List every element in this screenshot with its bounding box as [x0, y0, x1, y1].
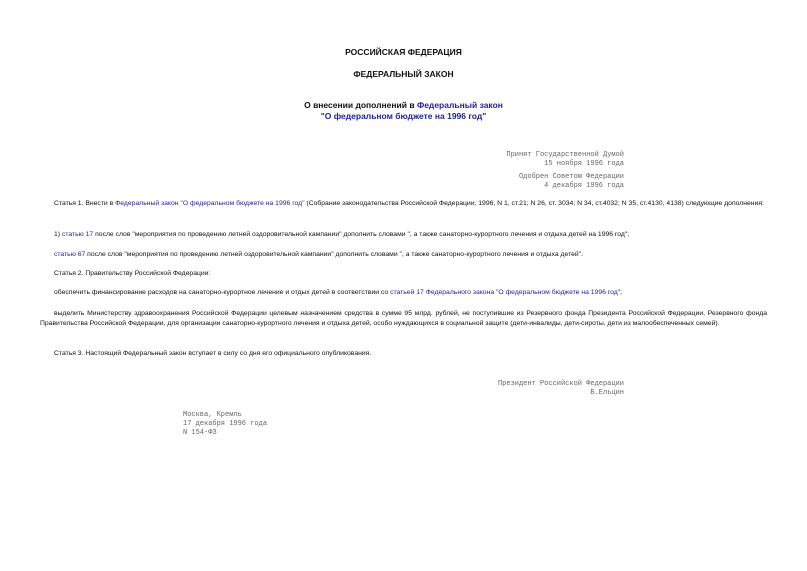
law-title-prefix: О внесении дополнений в [304, 100, 417, 110]
article-2-para1-suffix: ; [620, 289, 622, 296]
council-approval-line1: Одобрен Советом Федерации [518, 173, 624, 181]
law-title-line1 [0, 100, 807, 110]
duma-adoption-line2: 15 ноября 1996 года [544, 160, 624, 168]
article-17-link[interactable]: статью 17 [61, 231, 94, 238]
article-17-budget-link[interactable]: статьей 17 Федерального закона "О федеральном бюджете на 1996 год" [390, 289, 621, 296]
article-2-paragraph-1 [54, 288, 767, 298]
article-2-paragraph-2: выделить Министерству здравоохранения Российской Федерации целевым назначением средства в сумме 95 млрд. рублей, не поступившие из Резервного фонда Президента Российской Федерации, Резервного фонда Правительства Российской Федерации, для организации санаторно-курортного лечения и отдыха детей, особо нуждающихся в социальной защите (дети-инвалиды, дети-сироты, дети из малообеспеченных семей). [40, 310, 767, 327]
article-2-para1-prefix: обеспечить финансирование расходов на санаторно-курортное лечение и отдых детей в соответствии со [54, 289, 391, 296]
article-1-item-1 [54, 230, 767, 240]
article-1-prefix: Статья 1. Внести в [54, 200, 116, 207]
item-2-text: после слов "мероприятия по проведению летней оздоровительной кампании" дополнить словами ", а также санаторно-курортного лечения и отдыха детей". [85, 251, 583, 258]
signature-block [498, 380, 624, 398]
article-1-item-2 [54, 250, 767, 260]
article-67-link[interactable]: статью 67 [54, 251, 86, 258]
place-date-block [183, 411, 267, 438]
duma-adoption [506, 151, 624, 169]
place-date: 17 декабря 1996 года [183, 420, 268, 428]
article-1-law-link[interactable]: Федеральный закон "О федеральном бюджете на 1996 год" [115, 200, 305, 207]
law-title-link[interactable]: Федеральный закон [416, 100, 503, 110]
signature-title: Президент Российской Федерации [497, 380, 624, 388]
duma-adoption-line1: Принят Государственной Думой [506, 151, 624, 159]
article-3-paragraph: Статья 3. Настоящий Федеральный закон вступает в силу со дня его официального опубликования. [54, 350, 372, 357]
article-2-heading: Статья 2. Правительству Российской Федерации: [54, 270, 211, 277]
article-1-paragraph [40, 199, 767, 209]
council-approval [519, 173, 624, 191]
law-type-heading: ФЕДЕРАЛЬНЫЙ ЗАКОН [353, 69, 454, 79]
article-1-suffix: (Собрание законодательства Российской Федерации, 1996, N 1, ст.21; N 26, ст. 3034; N 34, ст.4032; N 35, ст.4130, 4138) следующие дополнения: [304, 200, 764, 207]
council-approval-line2: 4 декабря 1996 года [544, 182, 624, 190]
item-1-number: 1) [54, 231, 62, 238]
item-1-text: после слов "мероприятия по проведению летней оздоровительной кампании" дополнить словами ", а также санаторно-курортного лечения и отдыха детей на 1996 год"; [93, 231, 630, 238]
place-city: Москва, Кремль [183, 411, 242, 419]
federation-heading: РОССИЙСКАЯ ФЕДЕРАЦИЯ [345, 47, 462, 57]
signature-name: Б.Ельцин [590, 389, 624, 397]
law-title-line2[interactable]: "О федеральном бюджете на 1996 год" [320, 111, 487, 121]
law-number: N 154-ФЗ [183, 429, 217, 437]
